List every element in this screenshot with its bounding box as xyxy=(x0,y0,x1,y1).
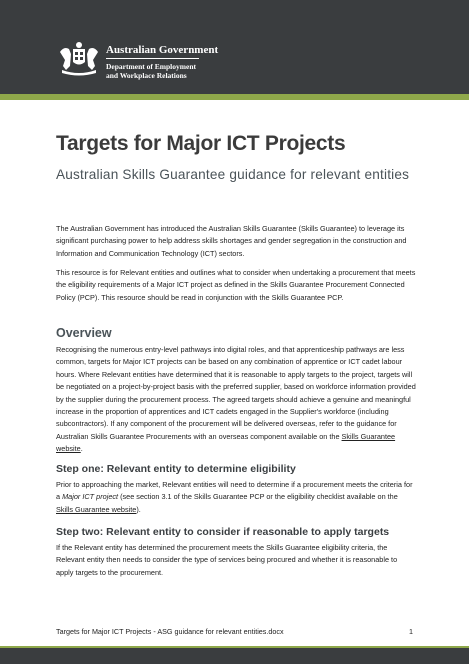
step-one-paragraph xyxy=(56,479,416,516)
coat-of-arms-icon xyxy=(56,40,102,78)
step-two-paragraph: If the Relevant entity has determined the procurement meets the Skills Guarantee eligibility criteria, the Relevant entity then needs to consider the type of services being procured and whether it is reasonable to apply targets to the procurement. xyxy=(56,543,398,577)
government-name: Australian Government xyxy=(106,44,219,56)
accent-stripe xyxy=(0,94,469,100)
overview-paragraph xyxy=(56,344,416,456)
document-subtitle: Australian Skills Guarantee guidance for relevant entities xyxy=(56,167,410,182)
step-one-end: ). xyxy=(136,504,141,514)
intro-paragraph-2: This resource is for Relevant entities and outlines what to consider when undertaking a procurement that meets the eligibility requirements of a Major ICT project as defined in the Skills Guarantee Procurement Connected Policy (PCP). This resource should be read in conjunction with the Skills Guarantee PCP. xyxy=(56,268,416,302)
intro-paragraph-1: The Australian Government has introduced the Australian Skills Guarantee (Skills Guarantee) to leverage its significant purchasing power to help address skills shortages and gender segregation in the construction and Information and Communication Technology (ICT) sectors. xyxy=(56,224,407,258)
header-divider xyxy=(106,58,199,59)
step-two-heading: Step two: Relevant entity to consider if reasonable to apply targets xyxy=(56,526,390,538)
footer-filename: Targets for Major ICT Projects - ASG guidance for relevant entities.docx xyxy=(56,627,284,636)
skills-guarantee-link[interactable]: Skills Guarantee website xyxy=(56,431,396,454)
step-one-text-b: (see section 3.1 of the Skills Guarantee PCP or the eligibility checklist available on the xyxy=(118,492,398,502)
overview-heading: Overview xyxy=(56,326,112,340)
step-one-text-a: Prior to approaching the market, Relevant entities will need to determine if a procurement meets the criteria for a xyxy=(56,480,413,502)
step-one-heading: Step one: Relevant entity to determine eligibility xyxy=(56,463,296,475)
department-line-2: and Workplace Relations xyxy=(106,71,187,80)
overview-text: Recognising the numerous entry-level pathways into digital roles, and that apprenticeship pathways are less common, targets for Major ICT projects can be based on any combination of apprentice or ICT cadet labour hours. Where Relevant entities have determined that it is reasonable to apply targets to the project, targets will be negotiated on a project-by-project basis with the preferred supplier, based on workforce information provided by the supplier during the procurement process. The agreed targets should achieve a genuine and meaningful increase in the proportion of apprentices and ICT cadets engaged in the Supplier's workforce (including subcontractors). If any component of the procurement will be delivered overseas, refer to the guidance for Australian Skills Guarantee Procurements with an overseas component available on the xyxy=(56,345,416,441)
skills-guarantee-link-2[interactable]: Skills Guarantee website xyxy=(56,504,137,514)
step-one-italic: Major ICT project xyxy=(62,492,119,502)
footer-band xyxy=(0,648,469,664)
overview-end: . xyxy=(80,444,83,454)
page-number: 1 xyxy=(409,627,413,636)
department-line-1: Department of Employment xyxy=(106,62,196,71)
document-title: Targets for Major ICT Projects xyxy=(56,132,346,155)
